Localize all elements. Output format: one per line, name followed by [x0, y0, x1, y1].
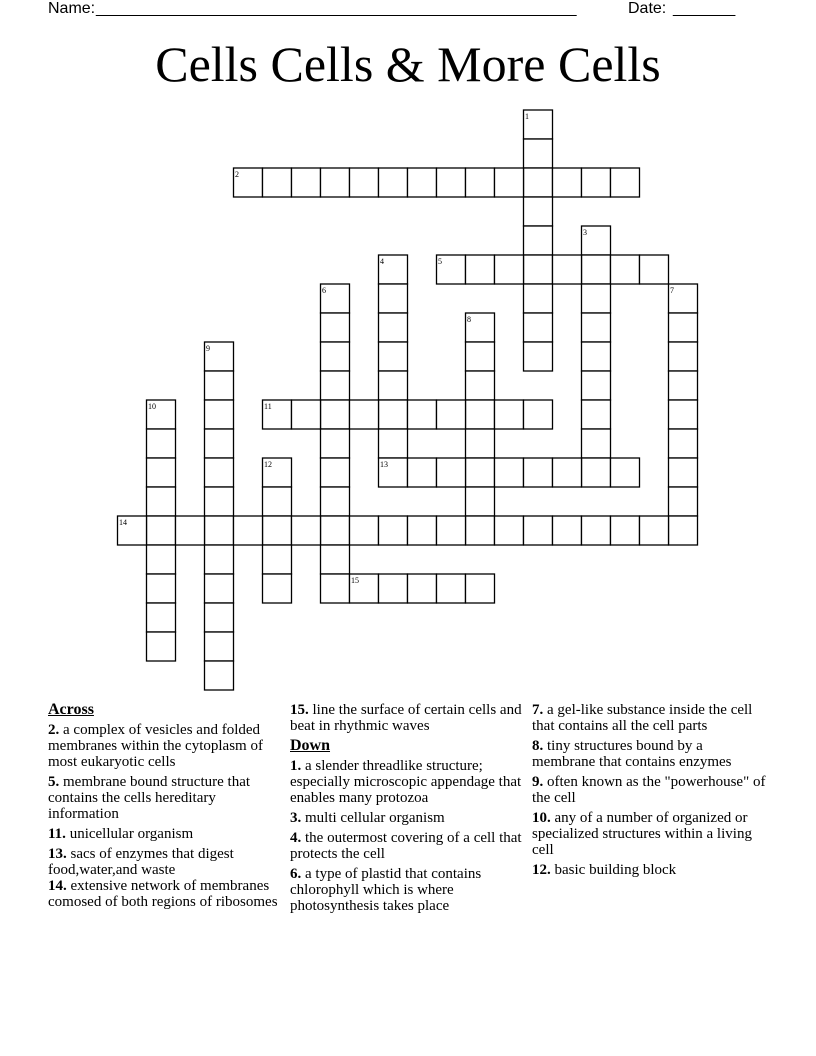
grid-cell[interactable]	[321, 313, 350, 342]
grid-cell[interactable]	[408, 400, 437, 429]
grid-cell[interactable]	[147, 545, 176, 574]
grid-cell[interactable]	[495, 255, 524, 284]
clue-text: basic building block	[554, 862, 677, 878]
grid-cell[interactable]	[582, 458, 611, 487]
clue-number-label: 11	[264, 402, 272, 411]
clue-text: membrane bound structure that contains the cells hereditary information	[48, 774, 251, 822]
clue-number-label: 8	[467, 315, 471, 324]
grid-cell[interactable]	[495, 458, 524, 487]
clue-number: 11.	[48, 826, 66, 842]
grid-cell[interactable]	[147, 458, 176, 487]
clue-down-9	[532, 774, 768, 806]
grid-cell[interactable]	[437, 458, 466, 487]
grid-cell[interactable]	[292, 168, 321, 197]
grid-cell[interactable]	[466, 487, 495, 516]
grid-cell[interactable]	[524, 458, 553, 487]
clue-down-8	[532, 738, 768, 770]
grid-cell[interactable]	[669, 371, 698, 400]
grid-cell[interactable]	[205, 574, 234, 603]
clues-column-3	[532, 702, 768, 882]
clue-text: a slender threadlike structure; especially microscopic appendage that enables many protozoa	[290, 758, 522, 806]
clue-text: tiny structures bound by a membrane that contains enzymes	[532, 738, 732, 770]
clues-column-2	[290, 702, 526, 918]
grid-cell[interactable]	[437, 168, 466, 197]
grid-cell[interactable]	[292, 400, 321, 429]
clue-number: 10.	[532, 810, 551, 826]
clue-number-label: 6	[322, 286, 326, 295]
grid-cell[interactable]	[321, 400, 350, 429]
clue-text: a type of plastid that contains chlorophyll which is where photosynthesis takes place	[290, 866, 482, 914]
grid-cell[interactable]	[205, 661, 234, 690]
clue-down-6	[290, 866, 526, 914]
grid-cell[interactable]	[205, 545, 234, 574]
grid-cell[interactable]	[379, 371, 408, 400]
grid-cell[interactable]	[582, 284, 611, 313]
clue-number-label: 2	[235, 170, 239, 179]
across-heading: Across	[48, 701, 94, 718]
clue-text: extensive network of membranes comosed of both regions of ribosomes	[48, 878, 278, 910]
grid-cell[interactable]	[582, 429, 611, 458]
grid-cell[interactable]	[147, 574, 176, 603]
clue-across-2	[48, 722, 284, 770]
grid-cell[interactable]	[582, 371, 611, 400]
grid-cell[interactable]	[205, 400, 234, 429]
grid-cell[interactable]	[466, 429, 495, 458]
grid-cell[interactable]	[669, 313, 698, 342]
clue-down-1	[290, 758, 526, 806]
name-label: Name:	[48, 0, 100, 17]
grid-cell[interactable]	[495, 516, 524, 545]
grid-cell[interactable]	[205, 632, 234, 661]
clue-number-label: 5	[438, 257, 442, 266]
grid-cell[interactable]	[379, 516, 408, 545]
grid-cell[interactable]	[408, 574, 437, 603]
clue-number: 3.	[290, 810, 302, 826]
clue-text: unicellular organism	[69, 826, 194, 842]
date-line[interactable]: _______	[673, 0, 736, 17]
grid-cell[interactable]	[582, 342, 611, 371]
grid-cell[interactable]	[379, 400, 408, 429]
grid-cell[interactable]	[466, 255, 495, 284]
grid-cell[interactable]	[524, 139, 553, 168]
grid-cell[interactable]	[466, 574, 495, 603]
grid-cell[interactable]	[437, 574, 466, 603]
grid-cell[interactable]	[524, 284, 553, 313]
grid-cell[interactable]	[263, 168, 292, 197]
clue-number-label: 10	[148, 402, 156, 411]
grid-cell[interactable]	[611, 255, 640, 284]
clue-number: 13.	[48, 846, 67, 862]
grid-cell[interactable]	[379, 429, 408, 458]
clue-number-label: 14	[119, 518, 127, 527]
grid-cell[interactable]	[321, 168, 350, 197]
clue-text: multi cellular organism	[305, 810, 445, 826]
grid-cell[interactable]	[582, 400, 611, 429]
clue-across-5	[48, 774, 284, 822]
clue-number-label: 12	[264, 460, 272, 469]
grid-cell[interactable]	[176, 516, 205, 545]
grid-cell[interactable]	[147, 429, 176, 458]
clue-down-10	[532, 810, 768, 858]
clue-number-label: 1	[525, 112, 529, 121]
grid-cell[interactable]	[669, 516, 698, 545]
grid-cell[interactable]	[669, 458, 698, 487]
grid-cell[interactable]	[669, 400, 698, 429]
grid-cell[interactable]	[205, 516, 234, 545]
clue-text: a complex of vesicles and folded membranes within the cytoplasm of most eukaryotic cells	[48, 722, 263, 770]
clue-number: 2.	[48, 722, 60, 738]
grid-cell[interactable]	[379, 168, 408, 197]
grid-cell[interactable]	[147, 603, 176, 632]
clue-number-label: 7	[670, 286, 674, 295]
grid-cell[interactable]	[611, 516, 640, 545]
grid-cell[interactable]	[582, 516, 611, 545]
name-line[interactable]: ______________________________________________________	[96, 0, 577, 17]
clue-down-3	[290, 810, 526, 826]
grid-cell[interactable]	[466, 458, 495, 487]
grid-cell[interactable]	[321, 429, 350, 458]
grid-cell[interactable]	[553, 516, 582, 545]
grid-cell[interactable]	[495, 400, 524, 429]
grid-cell[interactable]	[205, 487, 234, 516]
clue-across-11	[48, 826, 284, 842]
clue-text: sacs of enzymes that digest food,water,and waste	[48, 846, 234, 878]
grid-cell[interactable]	[437, 400, 466, 429]
clue-number-label: 13	[380, 460, 388, 469]
clue-number: 12.	[532, 862, 551, 878]
grid-cell[interactable]	[350, 516, 379, 545]
grid-cell[interactable]	[379, 342, 408, 371]
grid-cell[interactable]	[466, 516, 495, 545]
grid-cell[interactable]	[263, 574, 292, 603]
grid-cell[interactable]	[147, 516, 176, 545]
clue-across-13	[48, 846, 284, 878]
clue-across-15	[290, 702, 526, 734]
clues-column-1	[48, 702, 284, 914]
grid-cell[interactable]	[147, 487, 176, 516]
grid-cell[interactable]	[640, 516, 669, 545]
grid-cell[interactable]	[524, 168, 553, 197]
grid-cell[interactable]	[669, 487, 698, 516]
grid-cell[interactable]	[408, 516, 437, 545]
grid-cell[interactable]	[205, 603, 234, 632]
grid-cell[interactable]	[263, 545, 292, 574]
clue-text: any of a number of organized or specialized structures within a living cell	[532, 810, 752, 858]
grid-cell[interactable]	[553, 255, 582, 284]
grid-cell[interactable]	[350, 168, 379, 197]
grid-cell[interactable]	[466, 371, 495, 400]
grid-cell[interactable]	[321, 516, 350, 545]
clue-number-label: 9	[206, 344, 210, 353]
date-label: Date:	[628, 0, 671, 17]
clue-number: 7.	[532, 702, 544, 718]
grid-cell[interactable]	[379, 313, 408, 342]
grid-cell[interactable]	[292, 516, 321, 545]
down-heading: Down	[290, 737, 331, 754]
grid-cell[interactable]	[437, 516, 466, 545]
grid-cell[interactable]	[321, 371, 350, 400]
grid-cell[interactable]	[669, 429, 698, 458]
grid-cell[interactable]	[524, 400, 553, 429]
clue-text: the outermost covering of a cell that protects the cell	[290, 830, 522, 862]
clue-number-label: 3	[583, 228, 587, 237]
grid-cell[interactable]	[350, 400, 379, 429]
grid-cell[interactable]	[263, 516, 292, 545]
clue-number: 15.	[290, 702, 309, 718]
clue-text: line the surface of certain cells and beat in rhythmic waves	[290, 702, 522, 734]
grid-cell[interactable]	[669, 342, 698, 371]
clue-across-14	[48, 878, 284, 910]
grid-cell[interactable]	[582, 168, 611, 197]
grid-cell[interactable]	[524, 313, 553, 342]
grid-cell[interactable]	[466, 342, 495, 371]
grid-cell[interactable]	[205, 458, 234, 487]
grid-cell[interactable]	[321, 458, 350, 487]
clue-down-7	[532, 702, 768, 734]
grid-cell[interactable]	[524, 226, 553, 255]
grid-cell[interactable]	[466, 400, 495, 429]
clue-text: a gel-like substance inside the cell that contains all the cell parts	[532, 702, 753, 734]
clue-number-label: 15	[351, 576, 359, 585]
grid-cell[interactable]	[611, 458, 640, 487]
grid-cell[interactable]	[553, 168, 582, 197]
grid-cell[interactable]	[640, 255, 669, 284]
clue-number-label: 4	[380, 257, 384, 266]
grid-cell[interactable]	[147, 632, 176, 661]
grid-cell[interactable]	[408, 458, 437, 487]
grid-cell[interactable]	[553, 458, 582, 487]
grid-cell[interactable]	[321, 545, 350, 574]
clue-number: 9.	[532, 774, 544, 790]
grid-cell[interactable]	[582, 255, 611, 284]
grid-cell[interactable]	[205, 429, 234, 458]
grid-cell[interactable]	[234, 516, 263, 545]
grid-cell[interactable]	[524, 255, 553, 284]
grid-cell[interactable]	[321, 574, 350, 603]
clue-number: 4.	[290, 830, 302, 846]
grid-cell[interactable]	[379, 574, 408, 603]
grid-cell[interactable]	[379, 284, 408, 313]
clue-text: often known as the "powerhouse" of the cell	[532, 774, 766, 806]
grid-cell[interactable]	[611, 168, 640, 197]
grid-cell[interactable]	[321, 487, 350, 516]
clue-number: 14.	[48, 878, 67, 894]
grid-cell[interactable]	[524, 342, 553, 371]
grid-cell[interactable]	[582, 313, 611, 342]
clue-number: 5.	[48, 774, 60, 790]
page-title: Cells Cells & More Cells	[155, 36, 661, 92]
grid-cell[interactable]	[495, 168, 524, 197]
grid-cell[interactable]	[466, 168, 495, 197]
grid-cell[interactable]	[524, 516, 553, 545]
clue-down-12	[532, 862, 768, 878]
grid-cell[interactable]	[408, 168, 437, 197]
grid-cell[interactable]	[263, 487, 292, 516]
clue-number: 1.	[290, 758, 302, 774]
grid-cell[interactable]	[321, 342, 350, 371]
clue-down-4	[290, 830, 526, 862]
clue-number: 6.	[290, 866, 302, 882]
grid-cell[interactable]	[524, 197, 553, 226]
grid-cell[interactable]	[205, 371, 234, 400]
clue-number: 8.	[532, 738, 544, 754]
